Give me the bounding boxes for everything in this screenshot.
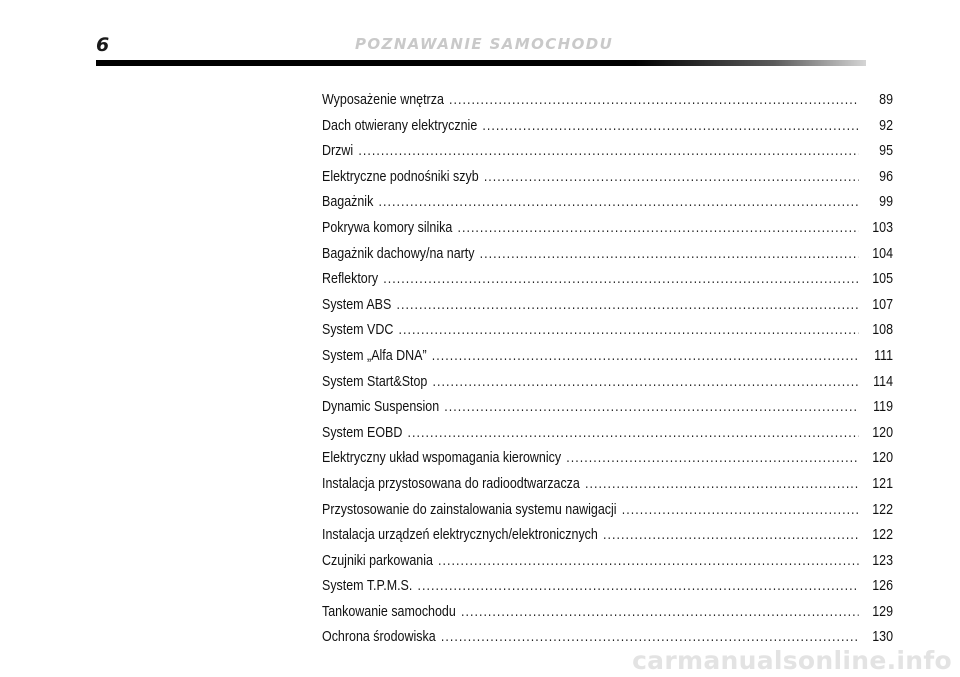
toc-entry-label: Dach otwierany elektrycznie	[322, 117, 478, 134]
toc-entry-power-steering[interactable]	[322, 446, 893, 472]
toc-entry-power-windows[interactable]	[322, 165, 893, 191]
toc-entry-page: 130	[872, 629, 894, 646]
toc-entry-label: Elektryczne podnośniki szyb	[322, 168, 479, 185]
toc-entry-bonnet[interactable]	[322, 216, 893, 242]
toc-entry-page: 126	[872, 578, 894, 595]
toc-leader-dots	[433, 370, 859, 396]
toc-entry-label: System EOBD	[322, 424, 403, 441]
toc-entry-tpms[interactable]	[322, 574, 893, 600]
toc-entry-label: Ochrona środowiska	[322, 629, 436, 646]
toc-entry-dynamic-suspension[interactable]	[322, 395, 893, 421]
toc-entry-interior-equipment[interactable]	[322, 88, 893, 114]
toc-leader-dots	[461, 600, 859, 626]
toc-leader-dots	[566, 446, 858, 472]
toc-leader-dots	[383, 267, 858, 293]
toc-entry-label: Bagażnik	[322, 194, 374, 211]
toc-entry-page: 108	[872, 322, 894, 339]
toc-entry-page: 114	[873, 373, 894, 390]
toc-entry-page: 122	[872, 527, 894, 544]
toc-leader-dots	[396, 293, 858, 319]
toc-leader-dots	[399, 318, 859, 344]
toc-entry-electric-sunroof[interactable]	[322, 114, 893, 140]
toc-entry-page: 119	[873, 399, 894, 416]
toc-entry-label: Czujniki parkowania	[322, 552, 433, 569]
toc-entry-label: Elektryczny układ wspomagania kierownicy	[322, 450, 562, 467]
toc-leader-dots	[449, 88, 859, 114]
toc-entry-label: Instalacja urządzeń elektrycznych/elektronicznych	[322, 527, 598, 544]
toc-entry-page: 107	[872, 296, 894, 313]
toc-entry-label: System „Alfa DNA”	[322, 347, 427, 364]
toc-entry-navigation-prep[interactable]	[322, 498, 893, 524]
toc-entry-abs[interactable]	[322, 293, 893, 319]
toc-entry-roof-rack[interactable]	[322, 242, 893, 268]
section-title: POZNAWANIE SAMOCHODU	[355, 35, 614, 53]
toc-entry-label: Przystosowanie do zainstalowania systemu nawigacji	[322, 501, 617, 518]
toc-entry-label: Wyposażenie wnętrza	[322, 92, 444, 108]
toc-leader-dots	[432, 344, 859, 370]
toc-entry-doors[interactable]	[322, 139, 893, 165]
toc-entry-page: 103	[872, 219, 894, 236]
toc-entry-page: 120	[872, 424, 894, 441]
header-rule	[96, 60, 866, 66]
toc-entry-radio-installation[interactable]	[322, 472, 893, 498]
toc-entry-page: 111	[874, 347, 894, 364]
toc-leader-dots	[408, 421, 859, 447]
toc-entry-boot[interactable]	[322, 190, 893, 216]
toc-entry-label: Tankowanie samochodu	[322, 603, 456, 620]
toc-entry-label: System ABS	[322, 296, 392, 313]
toc-entry-page: 121	[872, 475, 894, 492]
toc-entry-headlights[interactable]	[322, 267, 893, 293]
toc-entry-label: Pokrywa komory silnika	[322, 219, 453, 236]
toc-leader-dots	[484, 165, 859, 191]
toc-leader-dots	[438, 549, 859, 575]
toc-entry-page: 122	[872, 501, 894, 518]
toc-leader-dots	[622, 498, 859, 524]
toc-leader-dots	[417, 574, 858, 600]
toc-entry-label: Instalacja przystosowana do radioodtwarzacza	[322, 475, 580, 492]
toc-entry-electronic-devices[interactable]	[322, 523, 893, 549]
toc-leader-dots	[378, 190, 858, 216]
toc-leader-dots	[585, 472, 859, 498]
toc-entry-refuelling[interactable]	[322, 600, 893, 626]
toc-entry-page: 89	[879, 92, 894, 108]
toc-entry-alfa-dna[interactable]	[322, 344, 893, 370]
toc-entry-label: Bagażnik dachowy/na narty	[322, 245, 475, 262]
toc-entry-page: 95	[879, 143, 894, 160]
toc-entry-start-stop[interactable]	[322, 370, 893, 396]
toc-entry-page: 105	[872, 271, 894, 288]
toc-entry-page: 99	[879, 194, 894, 211]
toc-entry-page: 96	[879, 168, 894, 185]
toc-leader-dots	[358, 139, 858, 165]
toc-entry-page: 129	[872, 603, 894, 620]
toc-leader-dots	[482, 114, 858, 140]
toc-leader-dots	[480, 242, 859, 268]
toc-entry-label: Dynamic Suspension	[322, 399, 440, 416]
toc-entry-page: 92	[879, 117, 894, 134]
page-number: 6	[96, 34, 110, 56]
toc-entry-eobd[interactable]	[322, 421, 893, 447]
toc-entry-label: Reflektory	[322, 271, 379, 288]
toc-entry-page: 123	[872, 552, 894, 569]
toc-leader-dots	[457, 216, 858, 242]
toc-entry-vdc[interactable]	[322, 318, 893, 344]
toc-entry-parking-sensors[interactable]	[322, 549, 893, 575]
table-of-contents	[322, 88, 893, 651]
toc-entry-label: System Start&Stop	[322, 373, 428, 390]
watermark-text: carmanualsonline.info	[632, 646, 952, 675]
toc-entry-page: 104	[872, 245, 894, 262]
toc-entry-page: 120	[872, 450, 894, 467]
toc-entry-label: System VDC	[322, 322, 394, 339]
toc-leader-dots	[444, 395, 858, 421]
toc-entry-label: System T.P.M.S.	[322, 578, 413, 595]
toc-entry-label: Drzwi	[322, 143, 354, 160]
toc-leader-dots	[603, 523, 859, 549]
